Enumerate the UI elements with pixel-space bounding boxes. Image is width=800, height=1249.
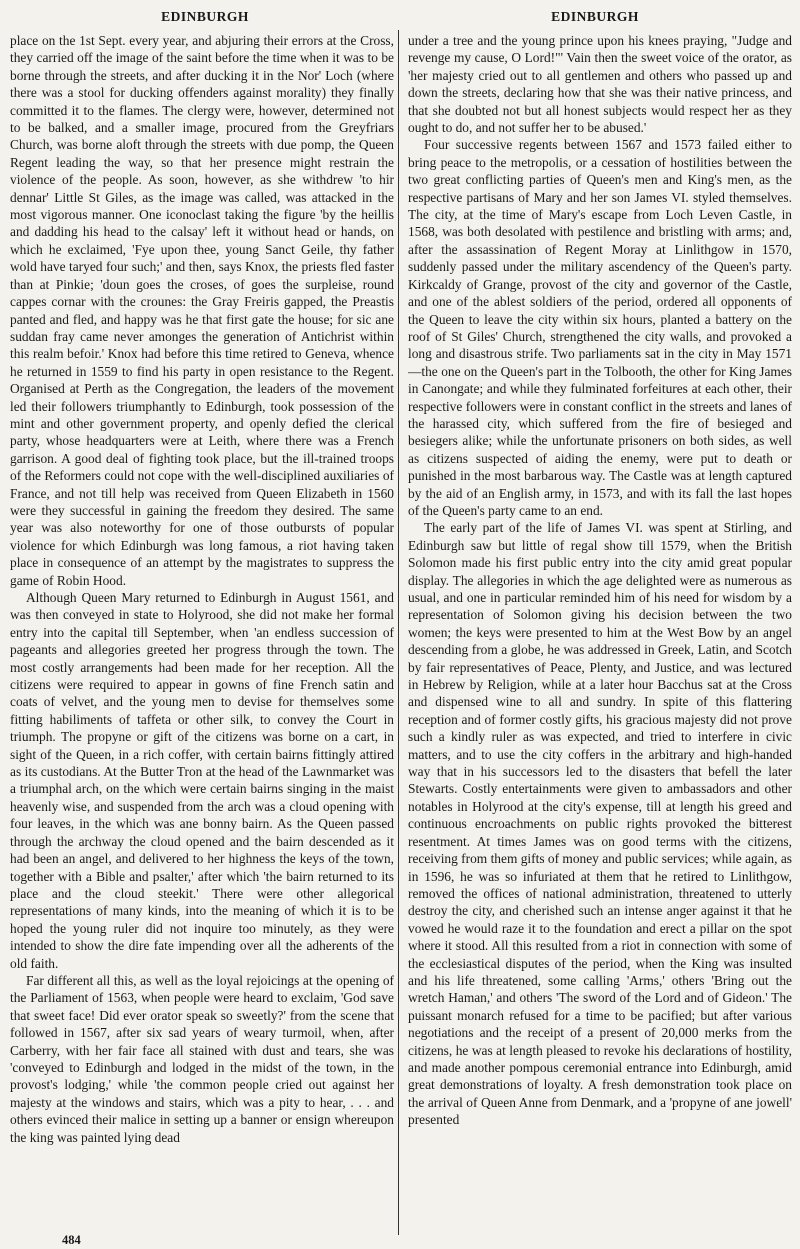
running-head-left: EDINBURGH bbox=[161, 9, 249, 24]
paragraph: under a tree and the young prince upon his knees praying, "Judge and revenge my cause, O Lord!"' Vain then the sweet voice of the orator, as 'her majesty cried out to all gentlemen and others who passed up and down the streets, declaring how that she was their native princess, and that she doubted not but all honest subjects would respect her as they ought to do, and not suffer her to be abused.' bbox=[408, 33, 792, 136]
page-number: 484 bbox=[62, 1233, 81, 1247]
column-divider bbox=[398, 30, 399, 1235]
right-column bbox=[408, 32, 792, 1232]
paragraph: The early part of the life of James VI. was spent at Stirling, and Edinburgh saw but little of regal show till 1579, when the British Solomon made his first public entry into the city amid great popular display. The allegories in which the age delighted were as numerous as usual, and one in particular reminded him of his need for wisdom by a representation of Solomon giving his decision between the two women; the keys were presented to him at the West Bow by an angel descending from a globe, he was addressed in Greek, Latin, and Scotch by fair representatives of Peace, Plenty, and Justice, and was lectured in Hebrew by Religion, while at a later hour Bacchus sat at the Cross and dispensed wine to all and sundry. In spite of this flattering reception and of former costly gifts, his gracious majesty did not prove such a kindly ruler as was expected, and tried to interfere in civic matters, and to use the city coffers in the arbitrary and high-handed way that in his successors led to the disasters that befell the later Stewarts. Costly entertainments were given to ambassadors and other notables in Holyrood at the city's expense, till at length his greed and continuous encroachments on public rights provoked the bitterest resentment. At times James was on good terms with the citizens, receiving from them gifts of money and public services; while again, as in 1596, he was so infuriated at them that he retired to Linlithgow, removed the offices of national administration, threatened to utterly destroy the city, and cherished such an intense anger against it that he vowed he would raze it to the foundation and erect a pillar on the spot where it stood. All this resulted from a riot in connection with some of the ecclesiastical disputes of the period, when the King was insulted and his life threatened, some calling 'Arms,' others 'Bring out the wretch Haman,' and others 'The sword of the Lord and of Gideon.' The puissant monarch refused for a time to be pacified; but after various negotiations and the receipt of a present of 20,000 merks from the citizens, he was at length pleased to revoke his declarations of hostility, and made another pompous ceremonial entrance into Edinburgh, amid great demonstrations of loyalty. A fresh demonstration took place on the arrival of Queen Anne from Denmark, and a 'propyne of ane jowell' presented bbox=[408, 520, 792, 1128]
paragraph: Far different all this, as well as the loyal rejoicings at the opening of the Parliament of 1563, when people were heard to exclaim, 'God save that sweet face! Did ever orator speak so sweetly?' from the scene that followed in 1567, after six sad years of weary turmoil, when, after Carberry, with her fair face all stained with dust and tears, she was 'conveyed to Edinburgh and lodged in the midst of the town, in the provost's lodging,' while 'the common people cried out against her majesty at the windows and stairs, which was a pity to hear, . . . and others evinced their malice in setting up a banner or ensign whereupon the king was painted lying dead bbox=[10, 972, 394, 1145]
running-head-right: EDINBURGH bbox=[551, 9, 639, 24]
paragraph: Four successive regents between 1567 and 1573 failed either to bring peace to the metropolis, or a cessation of hostilities between the two great conflicting parties of Queen's men and King's men, as the respective partisans of Mary and her son James VI. styled themselves. The city, at the time of Mary's escape from Loch Leven Castle, in 1568, was both desolated with pestilence and bristling with arms; and, after the assassination of Regent Moray at Linlithgow in 1570, suddenly passed under the military ascendency of the Queen's party. Kirkcaldy of Grange, provost of the city and governor of the Castle, and one of the ablest soldiers of the period, ordered all opponents of the Queen to leave the city within six hours, planted a battery on the roof of St Giles' Church, strengthened the city walls, and provoked a long and disastrous strife. Two parliaments sat in the city in May 1571—the one on the Queen's part in the Tolbooth, the other for King James in Canongate; and while they fulminated forfeitures at each other, their respective followers were in constant conflict in the streets and lanes of the harassed city, which suffered from the fire of besieged and besiegers alike; while the unfortunate prisoners on both sides, as well as citizens suspected of aiding the enemy, were put to death or punished in the most barbarous way. The Castle was at length captured by the aid of an English army, in 1573, and with its fall the last hopes of the Queen's party came to an end. bbox=[408, 137, 792, 518]
paragraph: Although Queen Mary returned to Edinburgh in August 1561, and was then conveyed in state to Holyrood, she did not make her formal entry into the capital till September, when 'an endless succession of pageants and allegories greeted her progress through the town. The most costly arrangements had been made for her reception. All the citizens were required to appear in gowns of fine French satin and coats of velvet, and the young men to devise for themselves some fitting habiliments of taffeta or other silk, to convey the Court in triumph. The propyne or gift of the citizens was borne on a cart, in sight of the Queen, in a rich coffer, with certain bairns fittingly attired as its custodians. At the Butter Tron at the head of the Lawnmarket was a triumphal arch, on the which were certain bairns singing in the maist heavenly wise, and suspended from the arch was a cloud opening with four leaves, in the which was ane bonny bairn. As the Queen passed through the archway the cloud opened and the bairn descended as it had been an angel, and delivered to her highness the keys of the town, together with a Bible and psalter,' after which 'the bairn returned to its place and the cloud steekit.' There were other allegorical representations of many kinds, into the meaning of which it is to be hoped the young ruler did not inquire too minutely, as they were intended to show the dire fate impending over all the adherents of the old faith. bbox=[10, 590, 394, 971]
paragraph: place on the 1st Sept. every year, and abjuring their errors at the Cross, they carried off the image of the saint before the time when it was to be borne through the streets, and after ducking it in the Nor' Loch (where there was a stool for ducking offenders against morality) they finally committed it to the flames. The clergy were, however, determined not to be balked, and a smaller image, procured from the Greyfriars Church, was borne aloft through the streets with due pomp, the Queen Regent leading the way, so that her presence might restrain the violence of the people. As soon, however, as she withdrew 'to hir dennar' Little St Giles, as the image was called, was attacked in the most vigorous manner. One iconoclast taking the figure 'by the heillis and dadding his head to the calsay' left it without head or hands, on which he exclaimed, 'Fye upon thee, young Sanct Geile, thy father wold have taryed four such;' and then, says Knox, the priests fled faster than at Pinkie; 'doun goes the croses, of goes the surpleise, round cappes cornar with the crounes: the Gray Freiris gapped, the Preastis panted and fled, and happy was he that first gate the house; for sic ane suddan fray came never amonges the generation of Antichrist within this realm befoir.' Knox had before this time retired to Geneva, whence he returned in 1559 to find his party in open resistance to the Regent. Organised at Perth as the Congregation, the leaders of the movement led their followers triumphantly to Edinburgh, took possession of the mint and other government property, and openly defied the clerical party, whose headquarters were at Leith, where there was a French garrison. A good deal of fighting took place, but the ill-trained troops of the Reformers could not cope with the well-disciplined auxiliaries of France, and not till help was received from Queen Elizabeth in 1560 were they successful in gaining the freedom they desired. The same year was also noteworthy for one of those outbursts of popular violence for which Edinburgh was long famous, a riot having taken place in consequence of an attempt by the magistrates to suppress the game of Robin Hood. bbox=[10, 33, 394, 588]
left-column bbox=[10, 32, 394, 1232]
